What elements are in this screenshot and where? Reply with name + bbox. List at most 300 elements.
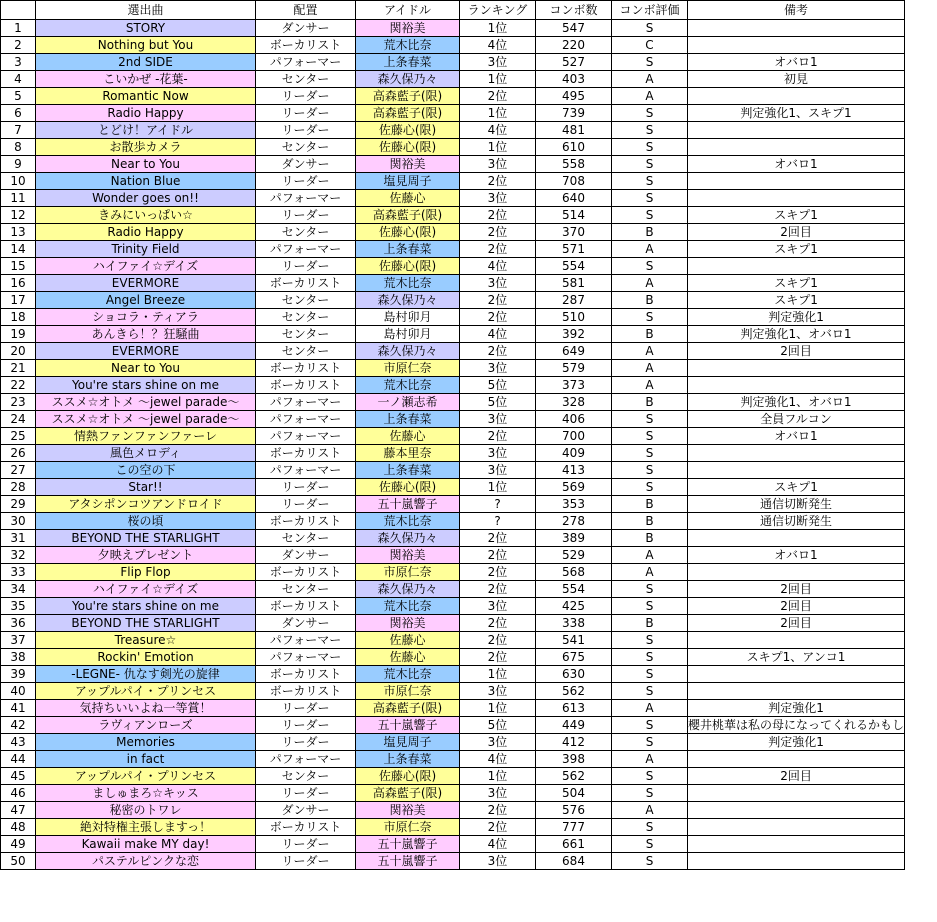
combo-grade-cell: S xyxy=(612,309,688,326)
combo-count-cell: 640 xyxy=(536,190,612,207)
position-cell: リーダー xyxy=(256,173,356,190)
notes-cell: 櫻井桃華は私の母になってくれるかもし xyxy=(688,718,905,732)
notes-cell: 通信切断発生 xyxy=(688,513,905,530)
position-cell: ボーカリスト xyxy=(256,598,356,615)
row-number: 20 xyxy=(1,343,36,360)
ranking-cell: 4位 xyxy=(460,751,536,768)
notes-cell: スキプ1 xyxy=(688,241,905,258)
combo-count-cell: 373 xyxy=(536,377,612,394)
position-cell: ボーカリスト xyxy=(256,275,356,292)
song-cell: この空の下 xyxy=(36,462,256,479)
combo-count-cell: 569 xyxy=(536,479,612,496)
combo-grade-cell: A xyxy=(612,360,688,377)
song-cell: きみにいっぱい☆ xyxy=(36,207,256,224)
song-cell: Trinity Field xyxy=(36,241,256,258)
ranking-cell: 2位 xyxy=(460,241,536,258)
row-number: 36 xyxy=(1,615,36,632)
combo-count-cell: 392 xyxy=(536,326,612,343)
notes-cell: 判定強化1、オバロ1 xyxy=(688,326,905,343)
table-row xyxy=(1,615,905,632)
combo-grade-cell: B xyxy=(612,496,688,513)
combo-count-cell: 389 xyxy=(536,530,612,547)
table-row xyxy=(1,530,905,547)
idol-cell: 関裕美 xyxy=(356,615,460,632)
idol-cell: 荒木比奈 xyxy=(356,666,460,683)
idol-cell: 佐藤心(限) xyxy=(356,122,460,139)
song-cell: 夕映えプレゼント xyxy=(36,547,256,564)
row-number: 38 xyxy=(1,649,36,666)
combo-grade-cell: B xyxy=(612,394,688,411)
combo-count-cell: 409 xyxy=(536,445,612,462)
song-cell: 秘密のトワレ xyxy=(36,802,256,819)
notes-cell: 2回目 xyxy=(688,768,905,785)
table-row xyxy=(1,564,905,581)
combo-count-cell: 739 xyxy=(536,105,612,122)
combo-count-cell: 613 xyxy=(536,700,612,717)
combo-grade-cell: B xyxy=(612,513,688,530)
combo-grade-cell: S xyxy=(612,819,688,836)
idol-cell: 上条春菜 xyxy=(356,751,460,768)
combo-grade-cell: S xyxy=(612,445,688,462)
notes-cell: スキプ1 xyxy=(688,292,905,309)
table-row xyxy=(1,309,905,326)
combo-count-cell: 554 xyxy=(536,581,612,598)
notes-cell xyxy=(688,139,905,156)
row-number: 6 xyxy=(1,105,36,122)
song-cell: -LEGNE- 仇なす剣光の旋律 xyxy=(36,666,256,683)
notes-cell xyxy=(688,88,905,105)
row-number: 14 xyxy=(1,241,36,258)
position-cell: ボーカリスト xyxy=(256,819,356,836)
song-cell: Wonder goes on!! xyxy=(36,190,256,207)
notes-cell xyxy=(688,377,905,394)
table-row xyxy=(1,71,905,88)
ranking-cell: 1位 xyxy=(460,700,536,717)
notes-cell: 2回目 xyxy=(688,598,905,615)
position-cell: リーダー xyxy=(256,496,356,513)
idol-cell: 関裕美 xyxy=(356,802,460,819)
table-row xyxy=(1,768,905,785)
idol-cell: 市原仁奈 xyxy=(356,360,460,377)
row-number: 1 xyxy=(1,20,36,37)
combo-grade-cell: A xyxy=(612,343,688,360)
song-cell: Kawaii make MY day! xyxy=(36,836,256,853)
position-cell: リーダー xyxy=(256,479,356,496)
notes-cell xyxy=(688,190,905,207)
song-cell: Romantic Now xyxy=(36,88,256,105)
idol-cell: 関裕美 xyxy=(356,156,460,173)
header-song: 選出曲 xyxy=(36,1,256,20)
position-cell: リーダー xyxy=(256,207,356,224)
table-row xyxy=(1,190,905,207)
combo-count-cell: 562 xyxy=(536,683,612,700)
ranking-cell: 3位 xyxy=(460,275,536,292)
row-number: 12 xyxy=(1,207,36,224)
header-corner xyxy=(1,1,36,20)
song-cell: 情熱ファンファンファーレ xyxy=(36,428,256,445)
combo-count-cell: 514 xyxy=(536,207,612,224)
table-row xyxy=(1,547,905,564)
combo-grade-cell: B xyxy=(612,224,688,241)
row-number: 49 xyxy=(1,836,36,853)
position-cell: リーダー xyxy=(256,105,356,122)
row-number: 23 xyxy=(1,394,36,411)
row-number: 30 xyxy=(1,513,36,530)
table-row xyxy=(1,445,905,462)
position-cell: ボーカリスト xyxy=(256,683,356,700)
combo-count-cell: 449 xyxy=(536,717,612,734)
idol-cell: 佐藤心(限) xyxy=(356,768,460,785)
header-combo-grade: コンボ評価 xyxy=(612,1,688,20)
idol-cell: 高森藍子(限) xyxy=(356,105,460,122)
position-cell: パフォーマー xyxy=(256,411,356,428)
position-cell: パフォーマー xyxy=(256,428,356,445)
table-row xyxy=(1,411,905,428)
ranking-cell: 2位 xyxy=(460,309,536,326)
table-row xyxy=(1,496,905,513)
combo-grade-cell: S xyxy=(612,462,688,479)
song-cell: 気持ちいいよね一等賞！ xyxy=(36,700,256,717)
combo-grade-cell: S xyxy=(612,666,688,683)
idol-cell: 荒木比奈 xyxy=(356,513,460,530)
song-cell: 2nd SIDE xyxy=(36,54,256,71)
ranking-cell: 4位 xyxy=(460,326,536,343)
combo-count-cell: 581 xyxy=(536,275,612,292)
notes-cell: オバロ1 xyxy=(688,428,905,445)
position-cell: センター xyxy=(256,71,356,88)
position-cell: ボーカリスト xyxy=(256,377,356,394)
idol-cell: 森久保乃々 xyxy=(356,292,460,309)
ranking-cell: 4位 xyxy=(460,37,536,54)
song-cell: Angel Breeze xyxy=(36,292,256,309)
ranking-cell: 2位 xyxy=(460,581,536,598)
table-row xyxy=(1,207,905,224)
row-number: 11 xyxy=(1,190,36,207)
ranking-cell: 2位 xyxy=(460,819,536,836)
idol-cell: 佐藤心(限) xyxy=(356,224,460,241)
idol-cell: 市原仁奈 xyxy=(356,819,460,836)
notes-cell: 判定強化1、スキプ1 xyxy=(688,105,905,122)
notes-cell: 初見 xyxy=(688,71,905,88)
ranking-cell: 3位 xyxy=(460,462,536,479)
song-cell: パステルピンクな恋 xyxy=(36,853,256,870)
combo-count-cell: 777 xyxy=(536,819,612,836)
header-notes: 備考 xyxy=(688,1,905,20)
combo-count-cell: 708 xyxy=(536,173,612,190)
song-cell: Nation Blue xyxy=(36,173,256,190)
combo-grade-cell: A xyxy=(612,751,688,768)
position-cell: センター xyxy=(256,139,356,156)
notes-cell xyxy=(688,802,905,819)
row-number: 10 xyxy=(1,173,36,190)
row-number: 8 xyxy=(1,139,36,156)
combo-count-cell: 529 xyxy=(536,547,612,564)
song-cell: Near to You xyxy=(36,156,256,173)
idol-cell: 五十嵐響子 xyxy=(356,836,460,853)
position-cell: リーダー xyxy=(256,836,356,853)
combo-grade-cell: B xyxy=(612,326,688,343)
table-row xyxy=(1,428,905,445)
combo-count-cell: 610 xyxy=(536,139,612,156)
position-cell: パフォーマー xyxy=(256,632,356,649)
combo-count-cell: 287 xyxy=(536,292,612,309)
combo-grade-cell: S xyxy=(612,207,688,224)
table-row xyxy=(1,343,905,360)
position-cell: リーダー xyxy=(256,88,356,105)
header-position: 配置 xyxy=(256,1,356,20)
ranking-cell: 4位 xyxy=(460,836,536,853)
combo-grade-cell: S xyxy=(612,173,688,190)
ranking-cell: 3位 xyxy=(460,156,536,173)
ranking-cell: 1位 xyxy=(460,479,536,496)
notes-cell xyxy=(688,632,905,649)
notes-cell: 通信切断発生 xyxy=(688,496,905,513)
row-number: 44 xyxy=(1,751,36,768)
table-row xyxy=(1,394,905,411)
table-row xyxy=(1,785,905,802)
position-cell: パフォーマー xyxy=(256,54,356,71)
position-cell: ボーカリスト xyxy=(256,564,356,581)
combo-count-cell: 353 xyxy=(536,496,612,513)
notes-cell xyxy=(688,258,905,275)
ranking-cell: 2位 xyxy=(460,530,536,547)
notes-cell xyxy=(688,853,905,870)
combo-count-cell: 412 xyxy=(536,734,612,751)
idol-cell: 荒木比奈 xyxy=(356,37,460,54)
song-cell: Radio Happy xyxy=(36,224,256,241)
row-number: 13 xyxy=(1,224,36,241)
notes-cell xyxy=(688,530,905,547)
combo-grade-cell: S xyxy=(612,479,688,496)
song-cell: EVERMORE xyxy=(36,343,256,360)
ranking-cell: 4位 xyxy=(460,122,536,139)
notes-cell: 2回目 xyxy=(688,343,905,360)
idol-cell: 佐藤心(限) xyxy=(356,479,460,496)
idol-cell: 塩見周子 xyxy=(356,173,460,190)
row-number: 26 xyxy=(1,445,36,462)
idol-cell: 荒木比奈 xyxy=(356,275,460,292)
position-cell: ダンサー xyxy=(256,20,356,37)
song-cell: BEYOND THE STARLIGHT xyxy=(36,615,256,632)
row-number: 7 xyxy=(1,122,36,139)
row-number: 46 xyxy=(1,785,36,802)
song-cell: Memories xyxy=(36,734,256,751)
row-number: 17 xyxy=(1,292,36,309)
idol-cell: 藤本里奈 xyxy=(356,445,460,462)
combo-count-cell: 547 xyxy=(536,20,612,37)
idol-cell: 関裕美 xyxy=(356,20,460,37)
combo-count-cell: 406 xyxy=(536,411,612,428)
row-number: 15 xyxy=(1,258,36,275)
row-number: 42 xyxy=(1,717,36,734)
position-cell: ダンサー xyxy=(256,802,356,819)
notes-cell xyxy=(688,445,905,462)
idol-cell: 塩見周子 xyxy=(356,734,460,751)
song-cell: Nothing but You xyxy=(36,37,256,54)
row-number: 50 xyxy=(1,853,36,870)
row-number: 25 xyxy=(1,428,36,445)
notes-cell: 2回目 xyxy=(688,615,905,632)
notes-cell: 判定強化1 xyxy=(688,309,905,326)
row-number: 4 xyxy=(1,71,36,88)
table-row xyxy=(1,819,905,836)
combo-grade-cell: S xyxy=(612,581,688,598)
combo-grade-cell: A xyxy=(612,377,688,394)
song-cell: とどけ！アイドル xyxy=(36,122,256,139)
ranking-cell: 3位 xyxy=(460,411,536,428)
table-row xyxy=(1,581,905,598)
song-cell: お散歩カメラ xyxy=(36,139,256,156)
combo-count-cell: 425 xyxy=(536,598,612,615)
ranking-cell: 2位 xyxy=(460,224,536,241)
ranking-cell: 3位 xyxy=(460,853,536,870)
table-row xyxy=(1,734,905,751)
notes-cell xyxy=(688,751,905,768)
notes-cell xyxy=(688,37,905,54)
ranking-cell: 5位 xyxy=(460,394,536,411)
table-row xyxy=(1,54,905,71)
combo-grade-cell: S xyxy=(612,836,688,853)
position-cell: センター xyxy=(256,326,356,343)
song-cell: アップルパイ・プリンセス xyxy=(36,768,256,785)
combo-grade-cell: S xyxy=(612,105,688,122)
combo-count-cell: 562 xyxy=(536,768,612,785)
idol-cell: 高森藍子(限) xyxy=(356,700,460,717)
combo-grade-cell: S xyxy=(612,785,688,802)
ranking-cell: 3位 xyxy=(460,190,536,207)
row-number: 31 xyxy=(1,530,36,547)
row-number: 5 xyxy=(1,88,36,105)
position-cell: パフォーマー xyxy=(256,190,356,207)
song-cell: Star!! xyxy=(36,479,256,496)
notes-cell xyxy=(688,122,905,139)
idol-cell: 五十嵐響子 xyxy=(356,496,460,513)
notes-cell xyxy=(688,173,905,190)
combo-count-cell: 630 xyxy=(536,666,612,683)
idol-cell: 高森藍子(限) xyxy=(356,785,460,802)
idol-cell: 島村卯月 xyxy=(356,309,460,326)
position-cell: センター xyxy=(256,343,356,360)
notes-cell: オバロ1 xyxy=(688,156,905,173)
row-number: 35 xyxy=(1,598,36,615)
song-cell: STORY xyxy=(36,20,256,37)
combo-grade-cell: S xyxy=(612,768,688,785)
idol-cell: 高森藍子(限) xyxy=(356,88,460,105)
position-cell: ダンサー xyxy=(256,547,356,564)
song-cell: You're stars shine on me xyxy=(36,377,256,394)
idol-cell: 森久保乃々 xyxy=(356,581,460,598)
notes-cell xyxy=(688,564,905,581)
ranking-cell: 3位 xyxy=(460,683,536,700)
table-row xyxy=(1,462,905,479)
table-row xyxy=(1,836,905,853)
ranking-cell: 2位 xyxy=(460,547,536,564)
table-row xyxy=(1,326,905,343)
ranking-cell: 1位 xyxy=(460,71,536,88)
position-cell: センター xyxy=(256,292,356,309)
idol-cell: 関裕美 xyxy=(356,547,460,564)
combo-count-cell: 571 xyxy=(536,241,612,258)
notes-cell: 全員フルコン xyxy=(688,411,905,428)
combo-count-cell: 504 xyxy=(536,785,612,802)
idol-cell: 佐藤心(限) xyxy=(356,258,460,275)
combo-grade-cell: A xyxy=(612,564,688,581)
ranking-cell: ? xyxy=(460,496,536,513)
row-number: 22 xyxy=(1,377,36,394)
idol-cell: 島村卯月 xyxy=(356,326,460,343)
row-number: 40 xyxy=(1,683,36,700)
combo-count-cell: 527 xyxy=(536,54,612,71)
row-number: 19 xyxy=(1,326,36,343)
combo-count-cell: 661 xyxy=(536,836,612,853)
combo-count-cell: 403 xyxy=(536,71,612,88)
notes-cell: スキプ1 xyxy=(688,207,905,224)
position-cell: パフォーマー xyxy=(256,751,356,768)
row-number: 16 xyxy=(1,275,36,292)
ranking-cell: 2位 xyxy=(460,207,536,224)
combo-grade-cell: S xyxy=(612,717,688,734)
ranking-cell: 4位 xyxy=(460,258,536,275)
ranking-cell: 1位 xyxy=(460,139,536,156)
table-row xyxy=(1,241,905,258)
row-number: 24 xyxy=(1,411,36,428)
row-number: 47 xyxy=(1,802,36,819)
table-body xyxy=(1,20,905,870)
idol-cell: 五十嵐響子 xyxy=(356,853,460,870)
position-cell: センター xyxy=(256,224,356,241)
notes-cell: 判定強化1 xyxy=(688,700,905,717)
combo-count-cell: 370 xyxy=(536,224,612,241)
idol-cell: 市原仁奈 xyxy=(356,683,460,700)
table-row xyxy=(1,292,905,309)
position-cell: パフォーマー xyxy=(256,462,356,479)
row-number: 33 xyxy=(1,564,36,581)
song-cell: 絶対特権主張しますっ！ xyxy=(36,819,256,836)
notes-cell: オバロ1 xyxy=(688,54,905,71)
idol-cell: 上条春菜 xyxy=(356,462,460,479)
ranking-cell: 2位 xyxy=(460,564,536,581)
idol-cell: 上条春菜 xyxy=(356,241,460,258)
notes-cell xyxy=(688,360,905,377)
notes-cell: 判定強化1 xyxy=(688,734,905,751)
notes-cell: 2回目 xyxy=(688,224,905,241)
position-cell: ボーカリスト xyxy=(256,513,356,530)
combo-count-cell: 558 xyxy=(536,156,612,173)
combo-grade-cell: S xyxy=(612,683,688,700)
row-number: 18 xyxy=(1,309,36,326)
song-cell: in fact xyxy=(36,751,256,768)
header-ranking: ランキング xyxy=(460,1,536,20)
notes-cell: スキプ1、アンコ1 xyxy=(688,649,905,666)
ranking-cell: 2位 xyxy=(460,615,536,632)
notes-cell xyxy=(688,819,905,836)
idol-cell: 五十嵐響子 xyxy=(356,717,460,734)
combo-grade-cell: S xyxy=(612,632,688,649)
notes-cell xyxy=(688,20,905,37)
position-cell: ダンサー xyxy=(256,615,356,632)
row-number: 2 xyxy=(1,37,36,54)
ranking-cell: 1位 xyxy=(460,20,536,37)
idol-cell: 荒木比奈 xyxy=(356,598,460,615)
table-row xyxy=(1,122,905,139)
table-row xyxy=(1,156,905,173)
combo-count-cell: 541 xyxy=(536,632,612,649)
combo-grade-cell: S xyxy=(612,853,688,870)
combo-grade-cell: A xyxy=(612,700,688,717)
idol-cell: 高森藍子(限) xyxy=(356,207,460,224)
row-number: 3 xyxy=(1,54,36,71)
combo-grade-cell: S xyxy=(612,139,688,156)
